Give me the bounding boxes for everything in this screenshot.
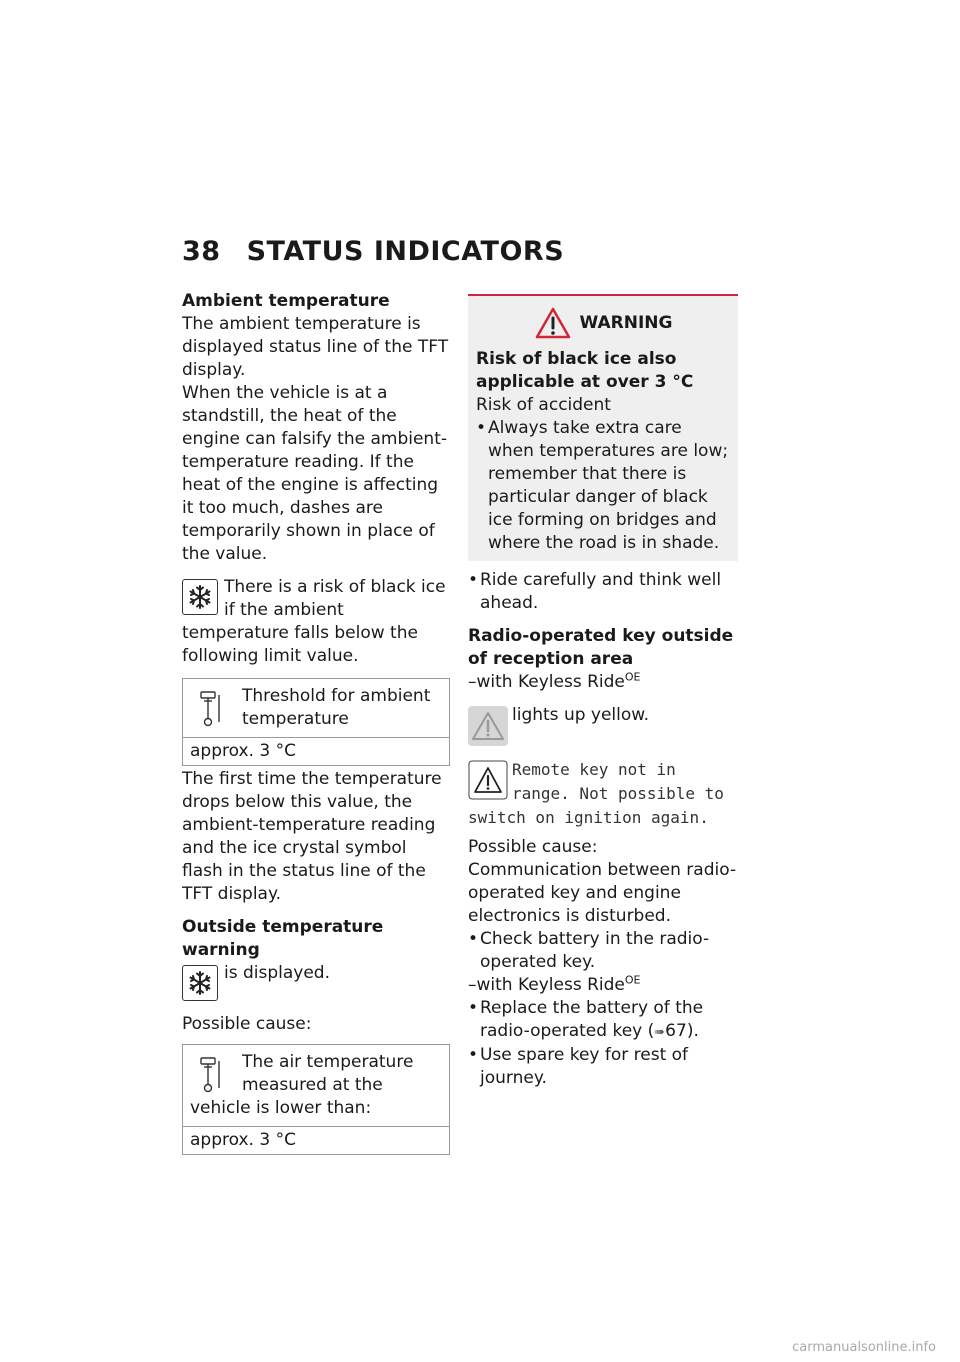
- outside-heading: Outside temperature warning: [182, 917, 384, 960]
- ambient-paragraph-1: The ambient temperature is displayed status line of the TFT display.: [182, 314, 449, 380]
- ambient-paragraph-2: When the vehicle is at a standstill, the heat of the engine can falsify the ambient-temperature reading. If the heat of the engine is affecting it too much, dashes are temporarily shown in place of the value.: [182, 383, 448, 564]
- warning-sub: Risk of accident: [476, 395, 611, 415]
- thermometer-icon: [198, 689, 226, 729]
- radio-heading: Radio-operated key outside of reception area: [468, 626, 734, 669]
- page-number: 38: [182, 236, 221, 267]
- possible-cause-left: Possible cause:: [182, 1014, 312, 1034]
- remote-key-text: Remote key not in range. Not possible to switch on ignition again.: [468, 760, 724, 827]
- check-battery-bullet: • Check battery in the radio-operated key.: [468, 928, 738, 974]
- air-temp-table: [182, 1044, 450, 1155]
- snowflake-icon: [182, 579, 218, 615]
- thermometer-icon: [198, 1055, 226, 1095]
- spare-key-bullet: • Use spare key for rest of journey.: [468, 1044, 738, 1090]
- air-temp-label: The air temperature measured at the vehicle is lower than:: [190, 1052, 414, 1118]
- warning-label: WARNING: [579, 312, 673, 333]
- keyless-prefix: –with Keyless Ride: [468, 672, 625, 692]
- ambient-heading: Ambient temperature: [182, 291, 390, 311]
- remote-key-message: [468, 758, 738, 830]
- watermark: carmanualsonline.info: [792, 1340, 936, 1355]
- keyless-sup: OE: [624, 973, 641, 987]
- warning-bullet: • Always take extra care when temperatures are low; remember that there is particular danger of black ice forming on bridges and where the road is in shade.: [476, 417, 730, 555]
- warning-heading: Risk of black ice also applicable at over 3 °C: [476, 349, 694, 392]
- page-header: [182, 236, 565, 267]
- air-temp-value: approx. 3 °C: [183, 1127, 450, 1155]
- threshold-label: Threshold for ambient temperature: [242, 686, 431, 729]
- cause-text: Communication between radio-operated key and engine electronics is disturbed.: [468, 860, 737, 926]
- keyless-line-1: [468, 671, 738, 694]
- keyless-sup: OE: [624, 670, 641, 684]
- ice-note: [182, 576, 450, 668]
- snowflake-icon: [182, 965, 218, 1001]
- ice-note-text: There is a risk of black ice if the ambient temperature falls below the following limit value.: [182, 577, 446, 666]
- replace-battery-text: Replace the battery of the radio-operated key (: [480, 998, 704, 1041]
- lights-up-row: [468, 704, 738, 748]
- replace-battery-bullet: [468, 997, 738, 1044]
- lights-up-text: lights up yellow.: [512, 705, 650, 725]
- threshold-value: approx. 3 °C: [183, 738, 450, 766]
- outside-displayed-text: is displayed.: [224, 963, 331, 983]
- page-ref-arrow-icon: ➠: [654, 1025, 666, 1040]
- replace-battery-end: ).: [686, 1021, 699, 1041]
- outside-displayed: [182, 962, 450, 1003]
- left-column: [182, 290, 450, 1157]
- page-title: STATUS INDICATORS: [246, 236, 565, 267]
- keyless-line-2: [468, 974, 738, 997]
- warning-box: [468, 294, 738, 561]
- yellow-warning-icon: [468, 706, 508, 746]
- right-column: [468, 290, 738, 1090]
- page-ref-link[interactable]: 67: [665, 1021, 687, 1041]
- keyless-prefix: –with Keyless Ride: [468, 975, 625, 995]
- warning-triangle-icon: [468, 760, 508, 800]
- threshold-table: [182, 678, 450, 766]
- warning-triangle-icon: [534, 306, 572, 340]
- ride-bullet: • Ride carefully and think well ahead.: [468, 569, 738, 615]
- possible-cause-right: Possible cause:: [468, 837, 598, 857]
- first-time-paragraph: The first time the temperature drops below this value, the ambient-temperature reading and the ice crystal symbol flash in the status line of the TFT display.: [182, 769, 442, 904]
- warning-title: [476, 306, 730, 340]
